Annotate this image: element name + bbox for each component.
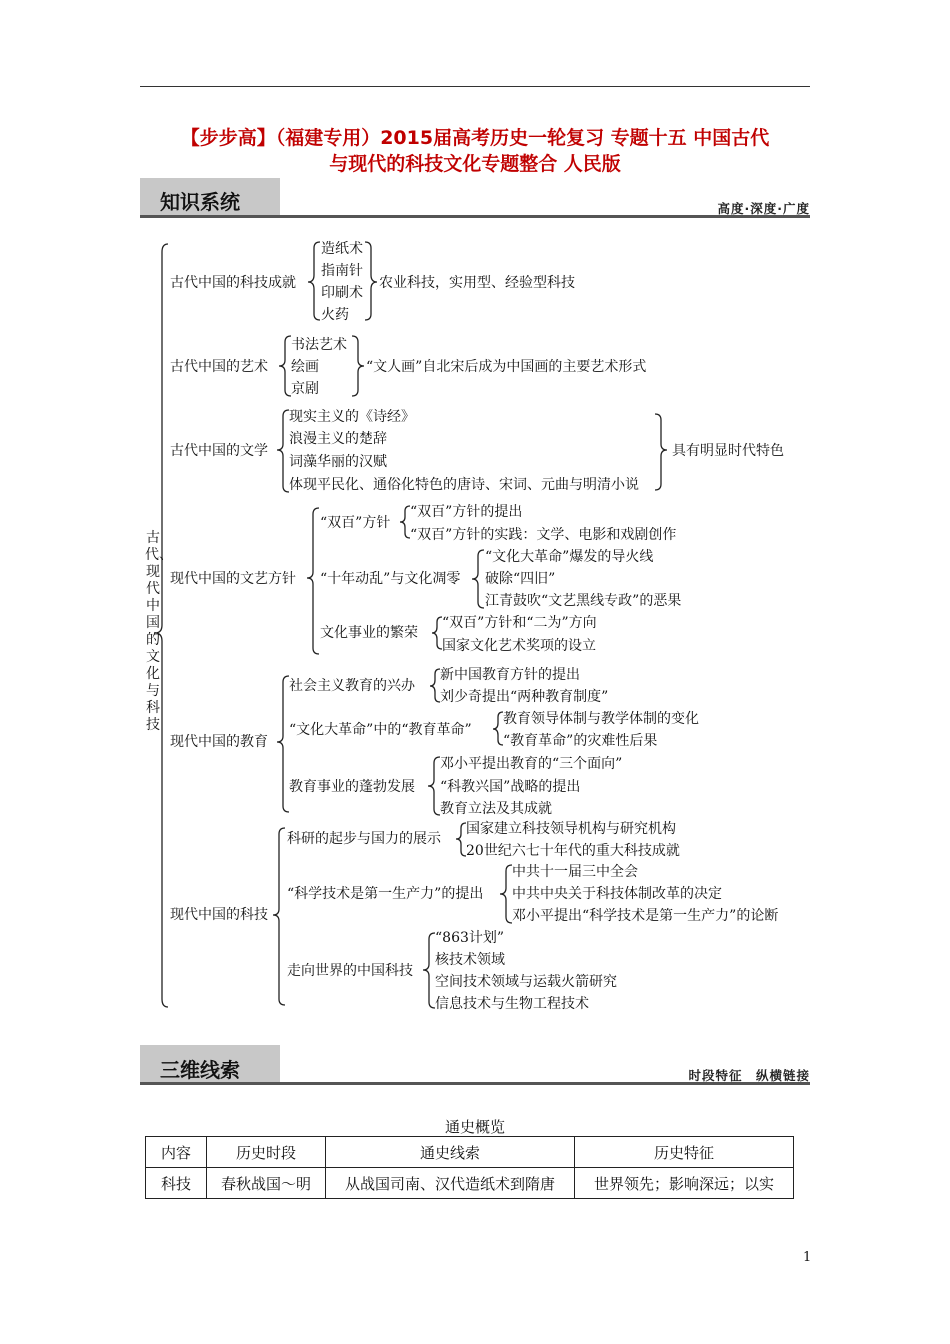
- b6-sub-item: 空间技术领域与运载火箭研究: [435, 974, 617, 990]
- b4-sub-item: 国家文化艺术奖项的设立: [442, 638, 596, 654]
- b4-sub-label: “双百”方针: [320, 515, 391, 531]
- b4-sub-item: “文化大革命”爆发的导火线: [485, 549, 654, 565]
- b5-label: 现代中国的教育: [170, 734, 268, 750]
- section-banner-line: [140, 215, 810, 218]
- b2-item: 书法艺术: [291, 337, 347, 353]
- b4-label: 现代中国的文艺方针: [170, 571, 296, 587]
- b6-sub-item: “863计划”: [435, 930, 505, 946]
- b3-item: 体现平民化、通俗化特色的唐诗、宋词、元曲与明清小说: [289, 477, 639, 493]
- b1-label: 古代中国的科技成就: [170, 275, 296, 291]
- b1-left-bracket: [308, 242, 320, 320]
- b2-label: 古代中国的艺术: [170, 359, 268, 375]
- b5-sub-item: “教育革命”的灾难性后果: [503, 733, 658, 749]
- b3-right-bracket: [655, 414, 667, 490]
- b6-sub-item: 邓小平提出“科学技术是第一生产力”的论断: [512, 908, 779, 924]
- b5-sub-item: 刘少奇提出“两种教育制度”: [440, 689, 609, 705]
- b5-s3-bracket: [428, 757, 440, 815]
- b6-sub-item: 信息技术与生物工程技术: [435, 996, 589, 1012]
- b6-s3-bracket: [423, 933, 435, 1008]
- table-cell: 春秋战国～明: [207, 1168, 326, 1199]
- document-title-line2: 与现代的科技文化专题整合 人民版: [329, 153, 621, 175]
- tree-root-label: 古代、现代中国的文化与科技: [145, 530, 173, 733]
- b4-sub-label: “十年动乱”与文化凋零: [320, 571, 461, 587]
- b4-s3-bracket: [432, 617, 442, 649]
- b5-sub-label: 社会主义教育的兴办: [289, 678, 415, 694]
- b2-item: 绘画: [291, 359, 319, 375]
- b6-sub-label: 走向世界的中国科技: [287, 963, 413, 979]
- b6-bracket: [273, 828, 285, 1005]
- b5-s2-bracket: [493, 712, 503, 745]
- section-subtitle: 时段特征 纵横链接: [688, 1068, 810, 1083]
- b1-item: 印刷术: [321, 285, 363, 301]
- b4-s1-bracket: [400, 506, 410, 538]
- b6-sub-item: 核技术领域: [435, 952, 505, 968]
- header-rule: [140, 86, 810, 87]
- b6-sub-label: “科学技术是第一生产力”的提出: [287, 886, 484, 902]
- b5-sub-item: 教育立法及其成就: [440, 801, 552, 817]
- b6-sub-label: 科研的起步与国力的展示: [287, 831, 441, 847]
- b5-s1-bracket: [430, 669, 440, 702]
- table-cell: 世界领先；影响深远；以实: [575, 1168, 794, 1199]
- b4-bracket: [307, 508, 319, 654]
- b5-bracket: [277, 676, 289, 812]
- b3-left-bracket: [277, 410, 289, 492]
- table-header-cell: 历史特征: [575, 1137, 794, 1168]
- b3-label: 古代中国的文学: [170, 443, 268, 459]
- table-row: [146, 1168, 794, 1199]
- b2-left-bracket: [279, 336, 291, 396]
- b2-item: 京剧: [291, 381, 319, 397]
- page-number: 1: [803, 1250, 812, 1265]
- b6-label: 现代中国的科技: [170, 907, 268, 923]
- table-cell: 科技: [146, 1168, 207, 1199]
- b6-s1-bracket: [456, 823, 466, 856]
- b5-sub-item: 新中国教育方针的提出: [440, 667, 580, 683]
- table-header-cell: 通史线索: [326, 1137, 575, 1168]
- b5-sub-label: 教育事业的蓬勃发展: [289, 779, 415, 795]
- b3-item: 浪漫主义的楚辞: [289, 431, 387, 447]
- b4-sub-item: “双百”方针和“二为”方向: [442, 615, 597, 631]
- table-cell: 从战国司南、汉代造纸术到隋唐: [326, 1168, 575, 1199]
- table-caption: 通史概览: [444, 1118, 505, 1136]
- b1-right-bracket: [365, 242, 377, 320]
- table-header-cell: 内容: [146, 1137, 207, 1168]
- b1-item: 指南针: [321, 263, 363, 279]
- b4-sub-item: 破除“四旧”: [485, 571, 556, 587]
- section-title-knowledge-system: 知识系统: [160, 190, 240, 214]
- b6-sub-item: 国家建立科技领导机构与研究机构: [466, 821, 676, 837]
- b4-sub-item: 江青鼓吹“文艺黑线专政”的恶果: [485, 593, 682, 609]
- b5-sub-item: 教育领导体制与教学体制的变化: [503, 711, 699, 727]
- b3-item: 现实主义的《诗经》: [289, 409, 415, 425]
- section-title-three-dim: 三维线索: [160, 1058, 240, 1082]
- b6-sub-item: 20世纪六七十年代的重大科技成就: [466, 843, 680, 859]
- b3-item: 词藻华丽的汉赋: [289, 454, 387, 470]
- b5-sub-item: “科教兴国”战略的提出: [440, 779, 581, 795]
- b4-s2-bracket: [472, 550, 484, 608]
- b1-item: 火药: [321, 307, 349, 323]
- b1-item: 造纸术: [321, 241, 363, 257]
- table-header-cell: 历史时段: [207, 1137, 326, 1168]
- table-header-row: [146, 1137, 794, 1168]
- b1-summary: 农业科技，实用型、经验型科技: [379, 275, 575, 291]
- b5-sub-item: 邓小平提出教育的“三个面向”: [440, 756, 623, 772]
- b2-right-bracket: [352, 336, 364, 396]
- b5-sub-label: “文化大革命”中的“教育革命”: [289, 722, 472, 738]
- b6-s2-bracket: [500, 865, 512, 923]
- section-subtitle: 高度·深度·广度: [717, 201, 810, 216]
- b4-sub-label: 文化事业的繁荣: [320, 625, 418, 641]
- document-title-line1: 【步步高】（福建专用）2015届高考历史一轮复习 专题十五 中国古代: [180, 127, 770, 149]
- b2-summary: “文人画”自北宋后成为中国画的主要艺术形式: [366, 359, 647, 375]
- b3-summary: 具有明显时代特色: [672, 443, 784, 459]
- b4-sub-item: “双百”方针的实践：文学、电影和戏剧创作: [410, 527, 677, 543]
- b6-sub-item: 中共十一届三中全会: [512, 864, 638, 880]
- b6-sub-item: 中共中央关于科技体制改革的决定: [512, 886, 722, 902]
- b4-sub-item: “双百”方针的提出: [410, 504, 523, 520]
- overview-table: [145, 1136, 794, 1199]
